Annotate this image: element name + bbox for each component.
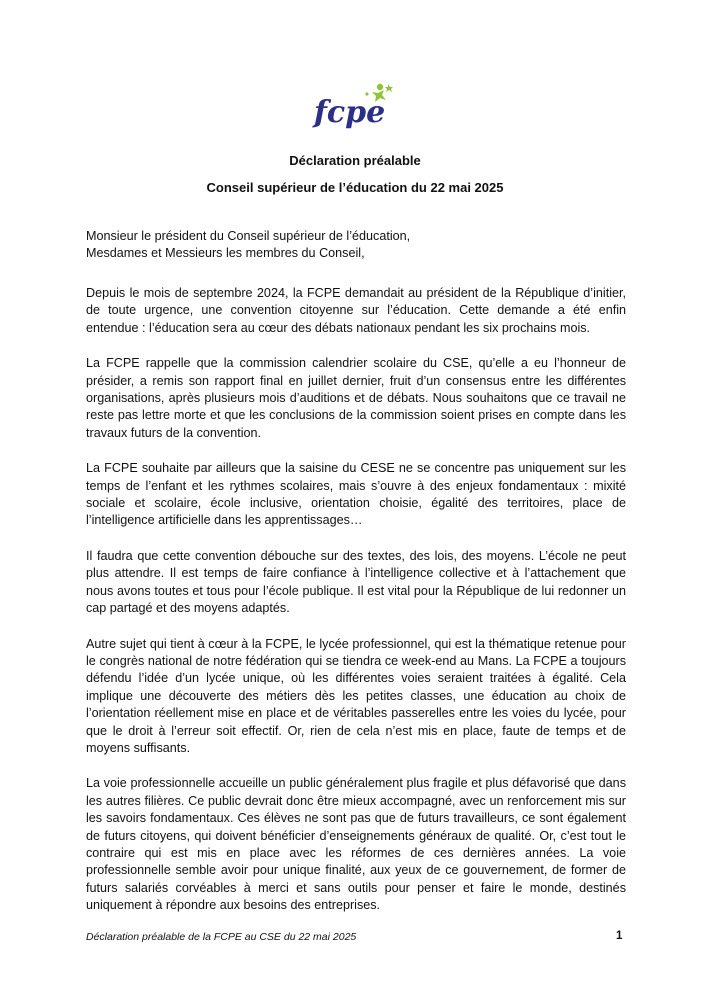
paragraph: La FCPE rappelle que la commission calendrier scolaire du CSE, qu’elle a eu l’honneur de présider, a remis son rapport final en juillet dernier, fruit d’un consensus entre les différentes organisations, après plusieurs mois d’auditions et de débats. Nous souhaitons que ce travail ne reste pas lettre morte et que les conclusions de la commission soient prises en compte dans les travaux futurs de la convention. [86,356,626,440]
salutation-line: Mesdames et Messieurs les membres du Conseil, [86,246,365,260]
svg-text:fcpe: fcpe [314,95,386,130]
document-subtitle: Conseil supérieur de l’éducation du 22 mai 2025 [206,180,504,195]
paragraph: La voie professionnelle accueille un public généralement plus fragile et plus défavorisé que dans les autres filières. Ce public devrait donc être mieux accompagné, avec un renforcement mis sur les savoirs fondamentaux. Ces élèves ne sont pas que de futurs travailleurs, ce sont également de futurs citoyens, qui doivent bénéficier d’enseignements généraux de qualité. Or, c’est tout le contraire qui est mis en place avec les réformes de ces dernières années. La voie professionnelle semble avoir pour unique finalité, aux yeux de ce gouvernement, de former de futurs salariés corvéables à merci et sans outils pour penser et faire le monde, destinés uniquement à répondre aux besoins des entreprises. [86,776,626,913]
paragraph: La FCPE souhaite par ailleurs que la saisine du CESE ne se concentre pas uniquement sur les temps de l’enfant et les rythmes scolaires, mais s’ouvre à des enjeux fondamentaux : mixité sociale et scolaire, école inclusive, orientation choisie, égalité des territoires, place de l’intelligence artificielle dans les apprentissages… [86,461,626,528]
declaration-body [86,285,626,933]
fcpe-logo [312,78,400,138]
page-number: 1 [616,930,623,942]
paragraph: Il faudra que cette convention débouche sur des textes, des lois, des moyens. L’école ne peut plus attendre. Il est temps de faire confiance à l’intelligence collective et à l’attachement que nous avons toutes et tous pour l’école publique. Il est vital pour la République de lui redonner un cap partagé et des moyens adaptés. [86,548,626,616]
salutation-line: Monsieur le président du Conseil supérieur de l’éducation, [86,229,411,243]
paragraph: Autre sujet qui tient à cœur à la FCPE, le lycée professionnel, qui est la thématique retenue pour le congrès national de notre fédération qui se tiendra ce week-end au Mans. La FCPE a toujours défendu l’idée d’un lycée unique, où les différentes voies seraient traitées à égalité. Cela implique une découverte des métiers dès les petites classes, une éducation au choix de l’orientation réellement mise en place et de véritables passerelles entre les voies du lycée, pour que le droit à l’erreur soit effectif. Or, rien de cela n’est mis en place, faute de temps et de moyens suffisants. [86,636,626,755]
salutation [86,228,626,262]
footer-text: Déclaration préalable de la FCPE au CSE du 22 mai 2025 [86,931,357,943]
paragraph: Depuis le mois de septembre 2024, la FCPE demandait au président de la République d’initier, de toute urgence, une convention citoyenne sur l’éducation. Cette demande a été enfin entendue : l’éducation sera au cœur des débats nationaux pendant les six prochains mois. [86,286,626,335]
document-title: Déclaration préalable [289,153,421,168]
